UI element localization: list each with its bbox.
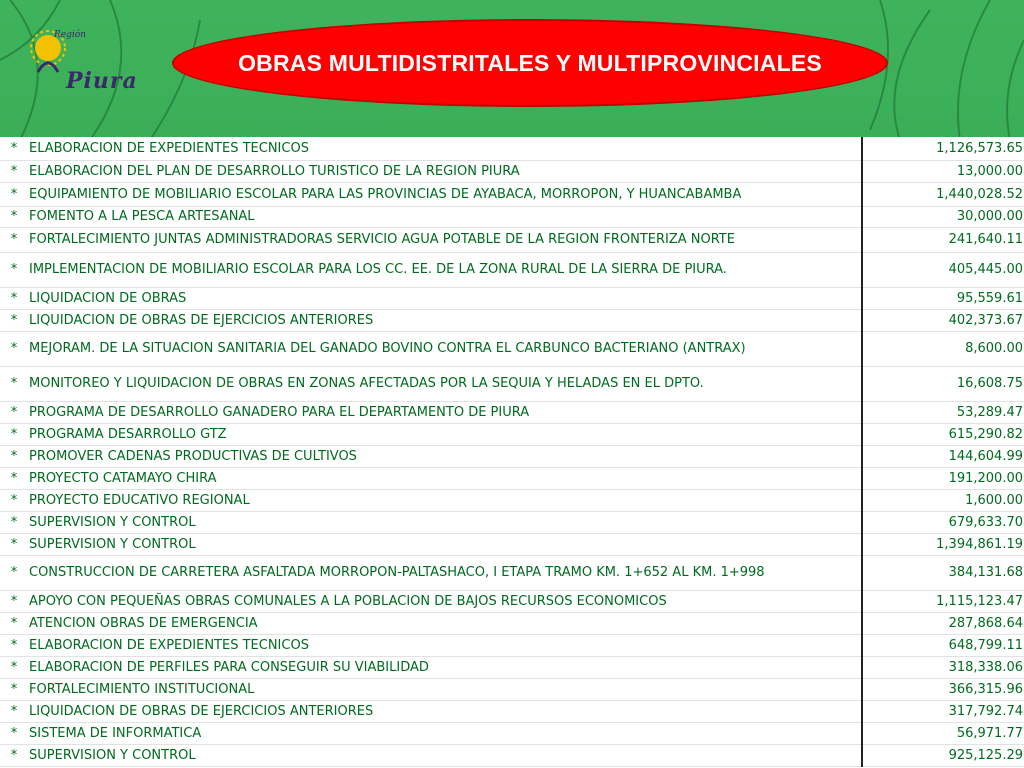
row-bullet: * [0,206,28,227]
table-row [0,423,1024,445]
row-bullet: * [0,137,28,160]
row-bullet: * [0,445,28,467]
table-row [0,678,1024,700]
row-bullet: * [0,744,28,766]
table-row [0,366,1024,401]
row-bullet: * [0,722,28,744]
title-banner [172,19,888,107]
logo-region-label: Región [54,30,86,40]
table-row [0,722,1024,744]
row-bullet: * [0,700,28,722]
table-row [0,137,1024,160]
row-amount: 30,000.00 [862,206,1024,227]
row-bullet: * [0,287,28,309]
row-amount: 648,799.11 [862,634,1024,656]
row-bullet: * [0,590,28,612]
row-bullet: * [0,678,28,700]
row-bullet: * [0,423,28,445]
row-bullet: * [0,252,28,287]
row-description: APOYO CON PEQUEÑAS OBRAS COMUNALES A LA POBLACION DE BAJOS RECURSOS ECONOMICOS [28,590,862,612]
table-row [0,287,1024,309]
row-bullet: * [0,489,28,511]
table-row [0,182,1024,206]
row-description: MONITOREO Y LIQUIDACION DE OBRAS EN ZONAS AFECTADAS POR LA SEQUIA Y HELADAS EN EL DPTO. [28,366,862,401]
row-amount: 95,559.61 [862,287,1024,309]
row-bullet: * [0,366,28,401]
row-description: SUPERVISION Y CONTROL [28,744,862,766]
row-bullet: * [0,227,28,252]
row-description: ELABORACION DE EXPEDIENTES TECNICOS [28,634,862,656]
row-description: IMPLEMENTACION DE MOBILIARIO ESCOLAR PARA LOS CC. EE. DE LA ZONA RURAL DE LA SIERRA DE PIURA. [28,252,862,287]
row-description: FOMENTO A LA PESCA ARTESANAL [28,206,862,227]
row-description: PROMOVER CADENAS PRODUCTIVAS DE CULTIVOS [28,445,862,467]
row-amount: 925,125.29 [862,744,1024,766]
row-amount: 366,315.96 [862,678,1024,700]
row-description: SUPERVISION Y CONTROL [28,511,862,533]
row-amount: 1,126,573.65 [862,137,1024,160]
page-title: OBRAS MULTIDISTRITALES Y MULTIPROVINCIALES [238,49,822,76]
row-amount: 241,640.11 [862,227,1024,252]
row-amount: 615,290.82 [862,423,1024,445]
row-amount: 13,000.00 [862,160,1024,182]
row-description: LIQUIDACION DE OBRAS DE EJERCICIOS ANTERIORES [28,700,862,722]
table-row [0,656,1024,678]
row-amount: 1,394,861.19 [862,533,1024,555]
row-amount: 287,868.64 [862,612,1024,634]
row-amount: 16,608.75 [862,366,1024,401]
table-row [0,252,1024,287]
row-description: LIQUIDACION DE OBRAS [28,287,862,309]
row-amount: 1,115,123.47 [862,590,1024,612]
row-description: FORTALECIMIENTO INSTITUCIONAL [28,678,862,700]
row-amount: 679,633.70 [862,511,1024,533]
row-bullet: * [0,401,28,423]
row-amount: 318,338.06 [862,656,1024,678]
row-amount: 317,792.74 [862,700,1024,722]
row-bullet: * [0,656,28,678]
row-amount: 402,373.67 [862,309,1024,331]
table-row [0,309,1024,331]
row-description: PROYECTO CATAMAYO CHIRA [28,467,862,489]
row-bullet: * [0,533,28,555]
row-amount: 191,200.00 [862,467,1024,489]
row-description: ELABORACION DE EXPEDIENTES TECNICOS [28,137,862,160]
table-row [0,612,1024,634]
table-row [0,700,1024,722]
row-bullet: * [0,612,28,634]
row-bullet: * [0,467,28,489]
row-description: ELABORACION DE PERFILES PARA CONSEGUIR SU VIABILIDAD [28,656,862,678]
row-amount: 1,600.00 [862,489,1024,511]
projects-table [0,137,1024,768]
row-description: SISTEMA DE INFORMATICA [28,722,862,744]
row-amount: 1,440,028.52 [862,182,1024,206]
logo-piura-label: Piura [66,68,138,94]
row-description: SUPERVISION Y CONTROL [28,533,862,555]
row-bullet: * [0,634,28,656]
row-description: ELABORACION DEL PLAN DE DESARROLLO TURISTICO DE LA REGION PIURA [28,160,862,182]
table-row [0,744,1024,766]
row-bullet: * [0,182,28,206]
row-amount: 144,604.99 [862,445,1024,467]
row-description: LIQUIDACION DE OBRAS DE EJERCICIOS ANTERIORES [28,309,862,331]
table-row [0,555,1024,590]
row-bullet: * [0,511,28,533]
row-bullet: * [0,160,28,182]
table-row [0,533,1024,555]
row-description: PROYECTO EDUCATIVO REGIONAL [28,489,862,511]
table-row [0,634,1024,656]
row-amount: 384,131.68 [862,555,1024,590]
row-bullet: * [0,309,28,331]
row-bullet: * [0,555,28,590]
row-description: EQUIPAMIENTO DE MOBILIARIO ESCOLAR PARA LAS PROVINCIAS DE AYABACA, MORROPON, Y HUANCABAMBA [28,182,862,206]
table-row [0,227,1024,252]
row-amount: 8,600.00 [862,331,1024,366]
table-row [0,511,1024,533]
row-description: PROGRAMA DE DESARROLLO GANADERO PARA EL DEPARTAMENTO DE PIURA [28,401,862,423]
row-description: CONSTRUCCION DE CARRETERA ASFALTADA MORROPON-PALTASHACO, I ETAPA TRAMO KM. 1+652 AL KM. 1+998 [28,555,862,590]
region-piura-logo [14,14,138,94]
row-description: ATENCION OBRAS DE EMERGENCIA [28,612,862,634]
table-row [0,206,1024,227]
table-row [0,401,1024,423]
table-row [0,590,1024,612]
row-description: PROGRAMA DESARROLLO GTZ [28,423,862,445]
table-row [0,489,1024,511]
row-description: FORTALECIMIENTO JUNTAS ADMINISTRADORAS SERVICIO AGUA POTABLE DE LA REGION FRONTERIZA NORTE [28,227,862,252]
table-row [0,467,1024,489]
row-amount: 56,971.77 [862,722,1024,744]
table-row [0,331,1024,366]
table-row [0,445,1024,467]
row-amount: 53,289.47 [862,401,1024,423]
row-description: MEJORAM. DE LA SITUACION SANITARIA DEL GANADO BOVINO CONTRA EL CARBUNCO BACTERIANO (ANTRAX) [28,331,862,366]
row-amount: 405,445.00 [862,252,1024,287]
table-row [0,160,1024,182]
row-bullet: * [0,331,28,366]
